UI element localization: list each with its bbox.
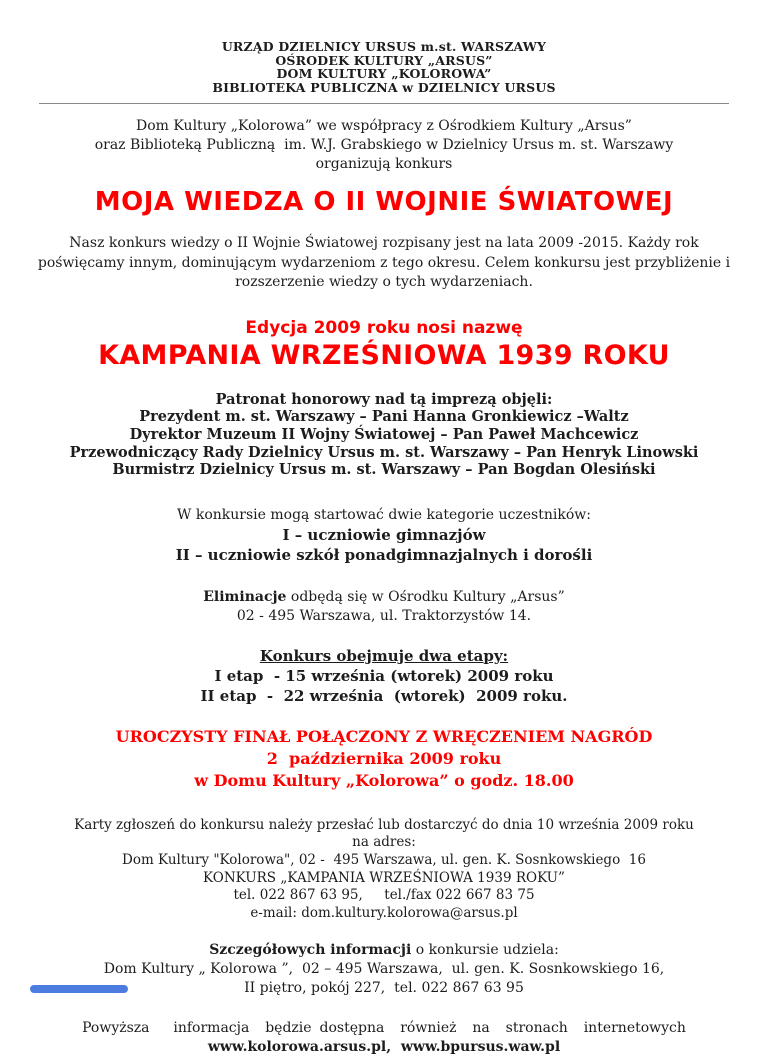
- info-heading: [0, 941, 768, 960]
- header-line-district: URZĄD DZIELNICY URSUS m.st. WARSZAWY: [221, 39, 547, 54]
- final-gala-title: UROCZYSTY FINAŁ POŁĄCZONY Z WRĘCZENIEM NAGRÓD: [115, 726, 653, 746]
- submission-block: [0, 817, 768, 923]
- submission-address-label: na adres:: [352, 834, 416, 851]
- header-line-kolorowa: DOM KULTURY „KOLOROWA”: [276, 66, 492, 82]
- main-contest-title: MOJA WIEDZA O II WOJNIE ŚWIATOWEJ: [94, 187, 674, 218]
- patron-president: Prezydent m. st. Warszawy – Pani Hanna Gronkiewicz –Waltz: [139, 408, 629, 426]
- patron-council-chairman: Przewodniczący Rady Dzielnicy Ursus m. st. Warszawy – Pan Henryk Linowski: [69, 443, 699, 461]
- header-line-arsus: OŚRODEK KULTURY „ARSUS”: [275, 52, 493, 68]
- final-gala-date: 2 października 2009 roku: [266, 748, 502, 768]
- intro-line-3: organizują konkurs: [315, 156, 453, 173]
- categories-block: [0, 506, 768, 565]
- eliminations-label: Eliminacje: [203, 588, 287, 605]
- patronage-block: [0, 391, 768, 479]
- info-address: Dom Kultury „ Kolorowa ”, 02 – 495 Warszawa, ul. gen. K. Sosnkowskiego 16,: [103, 961, 665, 978]
- header-divider: [39, 103, 729, 104]
- contest-description: Nasz konkurs wiedzy o II Wojnie Światowej rozpisany jest na lata 2009 -2015. Każdy rok poświęcamy innym, dominującym wydarzeniom z tego okresu. Celem konkursu jest przybliżenie i rozszerzenie wiedzy o tych wydarzeniach.: [37, 235, 735, 291]
- eliminations-address: 02 - 495 Warszawa, ul. Traktorzystów 14.: [236, 607, 532, 624]
- footer-websites: www.kolorowa.arsus.pl, www.bpursus.waw.pl: [207, 1039, 561, 1056]
- submission-email: e-mail: dom.kultury.kolorowa@arsus.pl: [250, 904, 518, 921]
- footer-block: [0, 1019, 768, 1057]
- intro-line-1: Dom Kultury „Kolorowa” we współpracy z Ośrodkiem Kultury „Arsus”: [136, 118, 632, 135]
- patron-museum-director: Dyrektor Muzeum II Wojny Światowej – Pan Paweł Machcewicz: [129, 426, 639, 444]
- bottom-left-blue-bar: [30, 985, 128, 993]
- stage-1-date: I etap - 15 września (wtorek) 2009 roku: [214, 666, 554, 685]
- stages-heading: Konkurs obejmuje dwa etapy:: [259, 646, 509, 665]
- eliminations-block: [0, 588, 768, 626]
- category-2: II – uczniowie szkół ponadgimnazjalnych i dorośli: [175, 545, 593, 564]
- organization-header: [0, 0, 768, 94]
- submission-contest-name: KONKURS „KAMPANIA WRZEŚNIOWA 1939 ROKU”: [203, 869, 565, 886]
- edition-subtitle: Edycja 2009 roku nosi nazwę: [245, 317, 523, 338]
- info-heading-rest: o konkursie udziela:: [411, 942, 559, 959]
- edition-title: KAMPANIA WRZEŚNIOWA 1939 ROKU: [98, 339, 670, 371]
- patron-mayor: Burmistrz Dzielnicy Ursus m. st. Warszawy – Pan Bogdan Olesiński: [112, 461, 656, 479]
- footer-text: Powyższa informacja będzie dostępna również na stronach internetowych: [82, 1020, 686, 1037]
- final-gala-block: [0, 726, 768, 792]
- category-1: I – uczniowie gimnazjów: [282, 525, 486, 544]
- submission-deadline: Karty zgłoszeń do konkursu należy przesłać lub dostarczyć do dnia 10 września 2009 roku: [74, 816, 694, 833]
- info-heading-bold: Szczegółowych informacji: [209, 942, 412, 959]
- intro-block: [0, 117, 768, 174]
- patronage-heading: Patronat honorowy nad tą imprezą objęli:: [215, 390, 553, 408]
- categories-intro: W konkursie mogą startować dwie kategorie uczestników:: [177, 506, 591, 523]
- eliminations-line: [0, 588, 768, 607]
- stage-2-date: II etap - 22 września (wtorek) 2009 roku.: [200, 686, 568, 705]
- info-room-phone: II piętro, pokój 227, tel. 022 867 63 95: [244, 980, 524, 997]
- submission-phone: tel. 022 867 63 95, tel./fax 022 667 83 75: [233, 887, 535, 904]
- intro-line-2: oraz Biblioteką Publiczną im. W.J. Grabskiego w Dzielnicy Ursus m. st. Warszawy: [94, 137, 674, 154]
- stages-block: [0, 646, 768, 706]
- header-line-library: BIBLIOTEKA PUBLICZNA w DZIELNICY URSUS: [212, 79, 556, 95]
- submission-address: Dom Kultury "Kolorowa", 02 - 495 Warszawa, ul. gen. K. Sosnkowskiego 16: [122, 852, 646, 869]
- eliminations-text: odbędą się w Ośrodku Kultury „Arsus”: [286, 588, 565, 605]
- final-gala-place: w Domu Kultury „Kolorowa” o godz. 18.00: [194, 770, 574, 790]
